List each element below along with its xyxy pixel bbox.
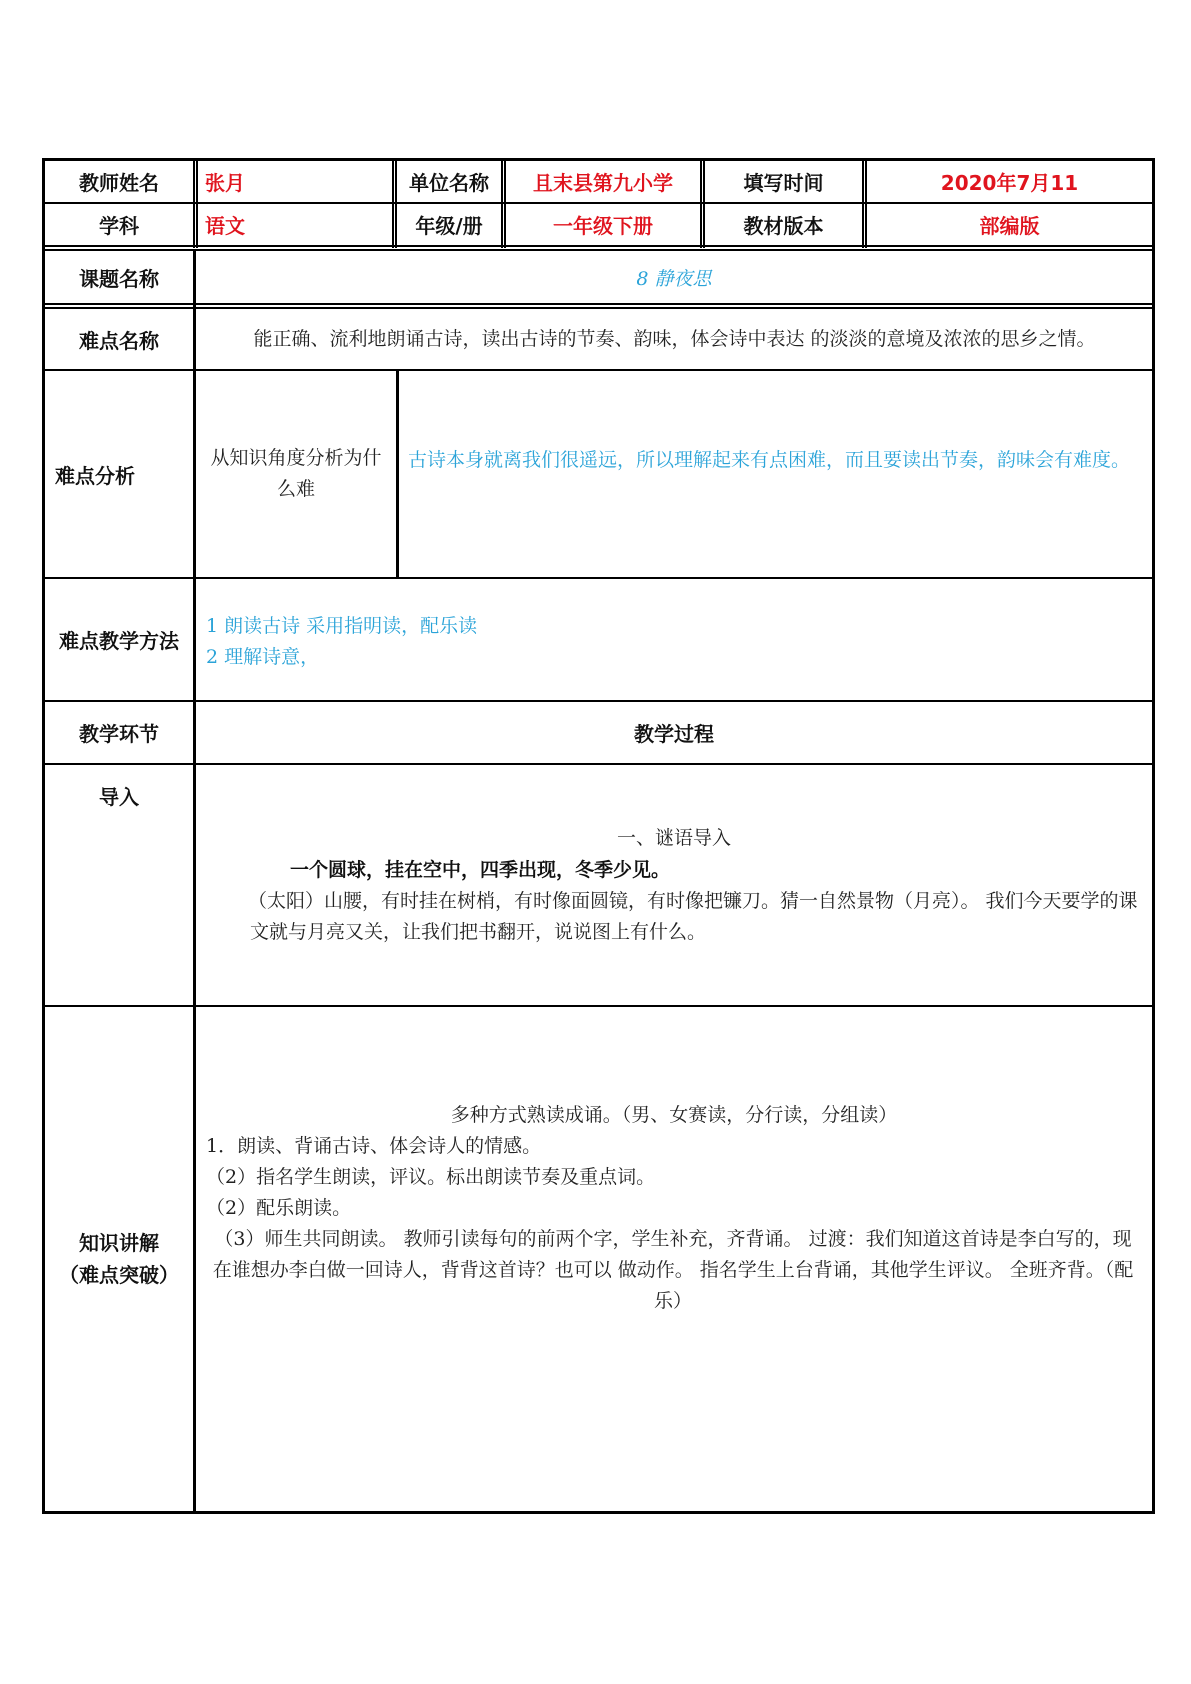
table-border: [196, 158, 198, 248]
knowledge-label-line1: 知识讲解: [79, 1230, 159, 1255]
table-border: [193, 158, 195, 248]
table-border: [42, 1511, 1155, 1514]
table-border: [862, 158, 864, 248]
table-border: [392, 158, 394, 248]
table-border: [42, 763, 1155, 765]
table-border: [42, 577, 1155, 579]
unit-label: 单位名称: [409, 171, 489, 195]
difficulty-value: 能正确、流利地朗诵古诗，读出古诗的节奏、韵味，体会诗中表达 的淡淡的意境及浓浓的思乡之情。: [253, 327, 1096, 350]
table-border: [42, 1005, 1155, 1007]
teacher-label: 教师姓名: [79, 171, 159, 195]
teacher-name: 张月: [205, 171, 245, 195]
unit-name: 且末县第九小学: [533, 171, 673, 195]
subject-label: 学科: [99, 214, 139, 238]
intro-body: （太阳）山腰，有时挂在树梢，有时像面圆镜，有时像把镰刀。猜一自然景物（月亮）。 我们今天要学的课文就与月亮又关，让我们把书翻开，说说图上有什么。: [248, 890, 1138, 943]
intro-label: 导入: [99, 784, 139, 809]
analysis-label: 难点分析: [55, 463, 135, 488]
difficulty-label: 难点名称: [79, 328, 159, 353]
analysis-value: 古诗本身就离我们很遥远，所以理解起来有点困难，而且要读出节奏，韵味会有难度。: [408, 449, 1131, 471]
table-border: [501, 158, 503, 248]
subject-value: 语文: [205, 214, 245, 238]
table-border: [193, 249, 196, 1514]
method-label: 难点教学方法: [59, 629, 179, 653]
process-header: 教学过程: [634, 722, 714, 746]
edition-value: 部编版: [979, 214, 1040, 238]
table-border: [1152, 158, 1155, 1514]
table-border: [42, 303, 1155, 305]
table-border: [700, 158, 702, 248]
knowledge-heading: 多种方式熟读成诵。（男、女赛读，分行读，分组读）: [450, 1104, 898, 1126]
knowledge-line-3: （2）配乐朗读。: [206, 1197, 352, 1219]
grade-label: 年级/册: [415, 214, 483, 238]
topic-label: 课题名称: [79, 266, 159, 291]
edition-label: 教材版本: [743, 214, 824, 238]
fill-date: 2020年7月11: [940, 171, 1079, 195]
grade-value: 一年级下册: [553, 214, 653, 238]
table-border: [396, 369, 399, 578]
table-border: [42, 245, 1155, 247]
method-item-1: 1 朗读古诗 采用指明读，配乐读: [206, 615, 478, 637]
intro-heading: 一、谜语导入: [616, 827, 731, 849]
date-label: 填写时间: [743, 171, 824, 195]
stage-header: 教学环节: [79, 722, 159, 746]
topic-value: 8 静夜思: [636, 267, 712, 290]
intro-riddle: 一个圆球，挂在空中，四季出现，冬季少见。: [290, 859, 671, 881]
knowledge-line-1: 1．朗读、背诵古诗、体会诗人的情感。: [206, 1135, 542, 1157]
method-item-2: 2 理解诗意，: [206, 646, 320, 668]
knowledge-line-2: （2）指名学生朗读，评议。标出朗读节奏及重点词。: [206, 1166, 656, 1188]
analysis-sub-label: 从知识角度分析为什么难: [210, 447, 382, 500]
knowledge-line-4: （3）师生共同朗读。 教师引读每句的前两个字，学生补充，齐背诵。 过渡：我们知道这首诗是李白写的，现在谁想办李白做一回诗人，背背这首诗？也可以 做动作。 指名学生上台背诵，其他学生评议。 全班齐背。（配乐）: [212, 1228, 1134, 1312]
knowledge-label-line2: （难点突破）: [59, 1262, 179, 1287]
